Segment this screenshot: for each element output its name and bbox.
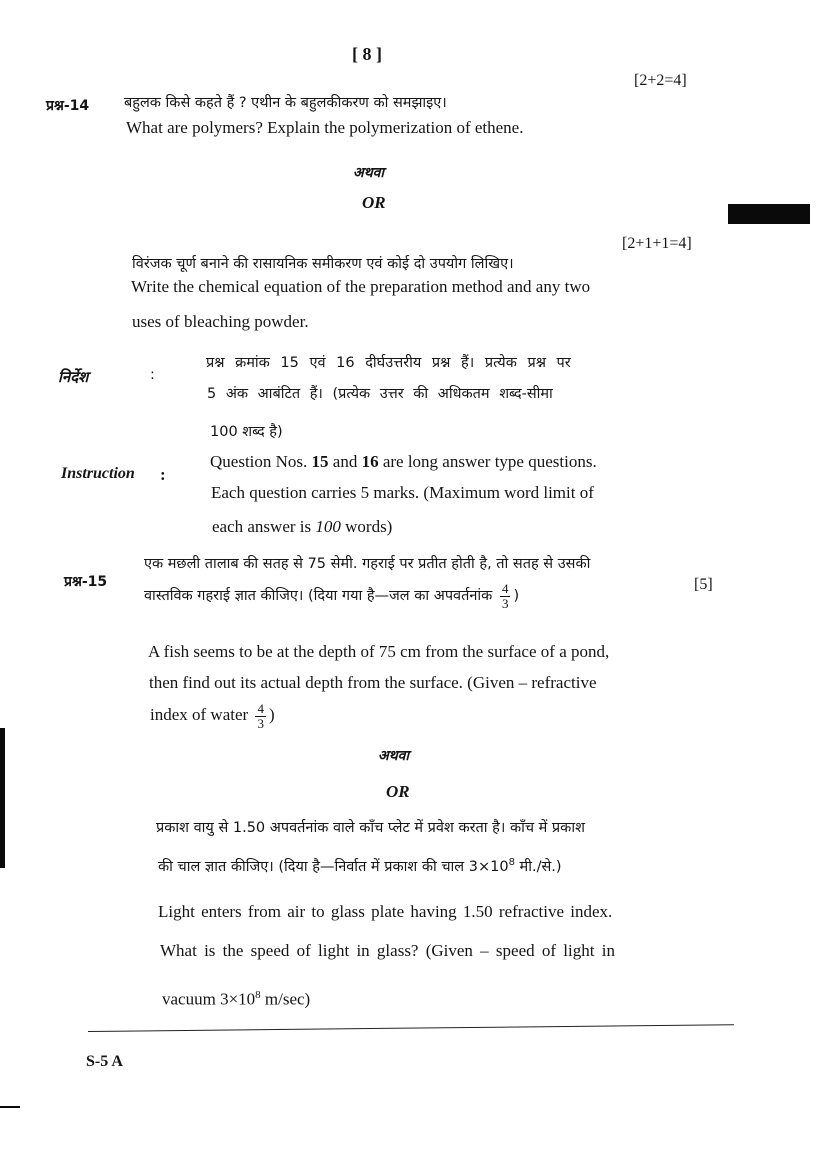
instr-text-4: each answer is bbox=[212, 517, 316, 536]
redaction-bar bbox=[728, 204, 810, 224]
q14-english: What are polymers? Explain the polymerization of ethene. bbox=[126, 118, 524, 137]
instr-text-5: words) bbox=[340, 517, 393, 536]
instruction-english-colon: : bbox=[160, 465, 166, 484]
q15-alt-english-exponent: 8 bbox=[255, 989, 261, 1001]
q14-label: प्रश्न-14 bbox=[46, 98, 90, 114]
fraction-numerator: 4 bbox=[501, 581, 509, 596]
q15-alt-english-line3 bbox=[162, 989, 310, 1010]
q14-or-hindi: अथवा bbox=[353, 165, 385, 181]
instruction-hindi-label: निर्देश bbox=[58, 368, 89, 386]
q15-hindi-fraction bbox=[500, 582, 511, 610]
q15-english-line3-text: index of water bbox=[150, 705, 249, 725]
scan-margin-mark bbox=[0, 728, 5, 868]
fraction-numerator: 4 bbox=[257, 701, 264, 716]
instr-text-2: and bbox=[328, 452, 362, 471]
scan-margin-tick bbox=[0, 1106, 20, 1108]
q15-alt-english-line3-unit: m/sec) bbox=[260, 989, 311, 1009]
q15-alt-hindi-line2-text: की चाल ज्ञात कीजिए। (दिया है—निर्वात में प्रकाश की चाल 3×10 bbox=[158, 859, 509, 875]
instruction-hindi-colon: : bbox=[150, 367, 155, 383]
instruction-hindi-line2: 5 अंक आबंटित हैं। (प्रत्येक उत्तर की अधिकतम शब्द-सीमा bbox=[207, 386, 553, 402]
q15-alt-hindi-line1: प्रकाश वायु से 1.50 अपवर्तनांक वाले काँच प्लेट में प्रवेश करता है। काँच में प्रकाश bbox=[156, 820, 585, 836]
q14-alt-marks: [2+1+1=4] bbox=[622, 235, 692, 252]
instruction-english-line2: Each question carries 5 marks. (Maximum word limit of bbox=[211, 483, 594, 502]
instr-q16: 16 bbox=[361, 452, 379, 471]
q15-english-line2: then find out its actual depth from the surface. (Given – refractive bbox=[149, 673, 597, 692]
q14-alt-hindi: विरंजक चूर्ण बनाने की रासायनिक समीकरण एवं कोई दो उपयोग लिखिए। bbox=[132, 256, 514, 272]
q14-alt-english-line2: uses of bleaching powder. bbox=[132, 312, 309, 331]
instr-text-1: Question Nos. bbox=[210, 452, 312, 471]
q15-english-fraction bbox=[255, 702, 266, 730]
page-number: [ 8 ] bbox=[352, 44, 382, 64]
q15-alt-english-line3-text: vacuum 3×10 bbox=[162, 989, 256, 1009]
q15-marks: [5] bbox=[694, 576, 713, 593]
q15-alt-english-line1: Light enters from air to glass plate having 1.50 refractive index. bbox=[158, 902, 613, 921]
q14-or-english: OR bbox=[362, 193, 386, 212]
q15-hindi-close-paren: ) bbox=[513, 588, 520, 605]
q15-or-english: OR bbox=[386, 782, 410, 801]
q15-english-close-paren: ) bbox=[268, 705, 275, 725]
instr-text-3: are long answer type questions. bbox=[378, 452, 597, 471]
q14-marks: [2+2=4] bbox=[634, 72, 687, 89]
instr-q15: 15 bbox=[311, 452, 329, 471]
q15-hindi-line1: एक मछली तालाब की सतह से 75 सेमी. गहराई पर प्रतीत होती है, तो सतह से उसकी bbox=[144, 556, 591, 572]
q15-english-line3 bbox=[150, 702, 275, 730]
q15-english-line1: A fish seems to be at the depth of 75 cm from the surface of a pond, bbox=[148, 642, 610, 661]
q14-alt-english-line1: Write the chemical equation of the preparation method and any two bbox=[131, 277, 591, 296]
fraction-denominator: 3 bbox=[257, 715, 264, 731]
q15-alt-english-line2: What is the speed of light in glass? (Given – speed of light in bbox=[160, 941, 615, 960]
q15-or-hindi: अथवा bbox=[378, 748, 410, 764]
footer-code: S-5 A bbox=[86, 1053, 123, 1070]
footer-rule bbox=[88, 1024, 734, 1032]
fraction-denominator: 3 bbox=[501, 595, 509, 611]
q15-alt-hindi-line2-unit: मी./से.) bbox=[514, 859, 562, 875]
instruction-english-line1 bbox=[210, 452, 597, 472]
q14-hindi: बहुलक किसे कहते हैं ? एथीन के बहुलकीकरण को समझाइए। bbox=[124, 95, 447, 111]
q15-alt-hindi-exponent: 8 bbox=[508, 857, 515, 869]
instruction-hindi-line3: 100 शब्द है) bbox=[210, 424, 283, 440]
instruction-english-label: Instruction bbox=[61, 465, 135, 482]
q15-hindi-line2-text: वास्तविक गहराई ज्ञात कीजिए। (दिया गया है—जल का अपवर्तनांक bbox=[144, 588, 493, 605]
instruction-hindi-line1: प्रश्न क्रमांक 15 एवं 16 दीर्घउत्तरीय प्रश्न हैं। प्रत्येक प्रश्न पर bbox=[206, 355, 571, 371]
instr-word-limit: 100 bbox=[315, 517, 341, 536]
instruction-english-line3 bbox=[212, 517, 392, 537]
q15-label: प्रश्न-15 bbox=[64, 574, 108, 590]
q15-hindi-line2 bbox=[144, 582, 519, 610]
q15-alt-hindi-line2 bbox=[158, 856, 562, 876]
